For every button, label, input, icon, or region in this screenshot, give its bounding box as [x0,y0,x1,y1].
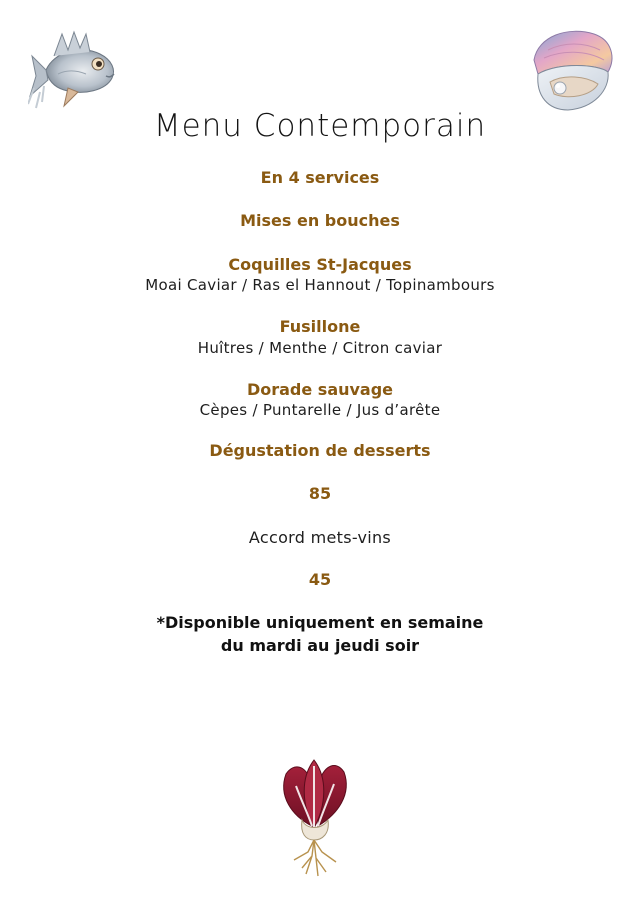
wine-pairing-label: Accord mets-vins [248,528,392,547]
course-name-dorade: Dorade sauvage [246,380,394,399]
availability-note-line1: *Disponible uniquement en semaine [156,613,484,632]
course-name-coquilles: Coquilles St-Jacques [228,255,412,274]
oyster-pearl-illustration-icon [528,24,616,114]
wine-pairing-price: 45 [308,570,332,589]
course-name-fusillone: Fusillone [279,317,361,336]
radicchio-illustration-icon [272,756,358,878]
course-name-desserts: Dégustation de desserts [209,441,431,460]
course-desc-fusillone: Huîtres / Menthe / Citron caviar [197,339,443,357]
course-name-amuse-bouche: Mises en bouches [240,211,400,230]
course-desc-dorade: Cèpes / Puntarelle / Jus d’arête [199,401,441,419]
fish-illustration-icon [28,26,118,110]
course-desc-coquilles: Moai Caviar / Ras el Hannout / Topinambours [145,276,495,294]
services-count: En 4 services [260,168,380,187]
availability-note-line2: du mardi au jeudi soir [220,636,420,655]
menu-title: Menu Contemporain [153,108,487,144]
menu-price: 85 [308,484,332,503]
